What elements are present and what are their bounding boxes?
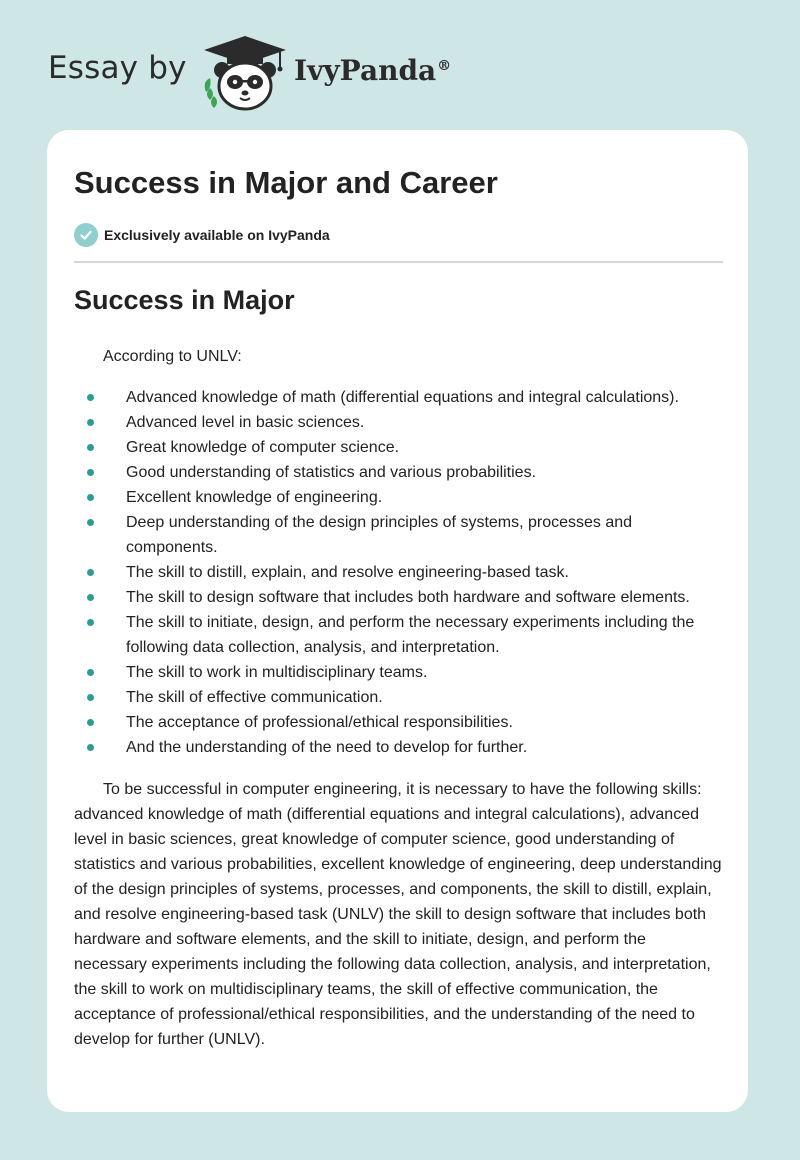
list-item-text: Advanced knowledge of math (differential equations and integral calculations). [126, 389, 679, 406]
divider [74, 261, 723, 263]
bullet-dot-icon [87, 469, 94, 476]
intro-text: According to UNLV: [103, 348, 242, 365]
bullet-dot-icon [87, 669, 94, 676]
brand-name-text: IvyPanda [294, 54, 437, 87]
list-item-text: The acceptance of professional/ethical responsibilities. [126, 714, 513, 731]
checkmark-icon [74, 223, 98, 247]
section-heading: Success in Major [74, 285, 295, 315]
bullet-dot-icon [87, 494, 94, 501]
registered-mark: ® [437, 57, 452, 74]
list-item-text: Excellent knowledge of engineering. [126, 489, 383, 506]
list-item [74, 510, 723, 560]
list-item [74, 660, 723, 685]
brand-name[interactable] [294, 54, 451, 87]
exclusive-badge-label: Exclusively available on IvyPanda [104, 227, 330, 243]
list-item-text: Good understanding of statistics and various probabilities. [126, 464, 537, 481]
list-item-text: The skill to design software that includes both hardware and software elements. [126, 589, 690, 606]
bullet-dot-icon [87, 744, 94, 751]
list-item-text: The skill to initiate, design, and perform the necessary experiments including the following data collection, analysis, and interpretation. [126, 614, 695, 656]
list-item [74, 735, 723, 760]
skills-list [74, 385, 723, 760]
list-item [74, 560, 723, 585]
essay-by-label: Essay by [48, 50, 187, 86]
bullet-dot-icon [87, 419, 94, 426]
bullet-dot-icon [87, 519, 94, 526]
bullet-dot-icon [87, 569, 94, 576]
list-item [74, 385, 723, 410]
list-item [74, 610, 723, 660]
list-item [74, 710, 723, 735]
list-item-text: And the understanding of the need to develop for further. [126, 739, 528, 756]
panda-graduate-logo-icon[interactable] [200, 34, 290, 112]
bullet-dot-icon [87, 394, 94, 401]
list-item [74, 685, 723, 710]
list-item-text: Advanced level in basic sciences. [126, 414, 365, 431]
bullet-dot-icon [87, 444, 94, 451]
list-item [74, 435, 723, 460]
bullet-dot-icon [87, 594, 94, 601]
bullet-dot-icon [87, 719, 94, 726]
list-item-text: Deep understanding of the design principles of systems, processes and components. [126, 514, 633, 556]
list-item-text: Great knowledge of computer science. [126, 439, 400, 456]
body-paragraph: To be successful in computer engineering, it is necessary to have the following skills: advanced knowledge of math (differential equations and integral calculations), advanced level in basic sciences, great knowledge of computer science, good understanding of statistics and various probabilities, excellent knowledge of engineering, deep understanding of the design principles of systems, processes, and components, the skill to distill, explain, and resolve engineering-based task (UNLV) the skill to design software that includes both hardware and software elements, and the skill to initiate, design, and perform the necessary experiments including the following data collection, analysis, and interpretation, the skill to work on multidisciplinary teams, the skill of effective communication, the acceptance of professional/ethical responsibilities, and the understanding of the need to develop for further (UNLV). [74, 781, 722, 1048]
list-item-text: The skill to work in multidisciplinary teams. [126, 664, 428, 681]
site-header [48, 30, 568, 110]
list-item-text: The skill of effective communication. [126, 689, 383, 706]
exclusive-badge [74, 222, 330, 248]
essay-card [47, 130, 748, 1112]
list-item-text: The skill to distill, explain, and resolve engineering-based task. [126, 564, 569, 581]
bullet-dot-icon [87, 694, 94, 701]
list-item [74, 485, 723, 510]
list-item [74, 460, 723, 485]
page-title: Success in Major and Career [74, 165, 498, 200]
list-item [74, 410, 723, 435]
bullet-dot-icon [87, 619, 94, 626]
list-item [74, 585, 723, 610]
